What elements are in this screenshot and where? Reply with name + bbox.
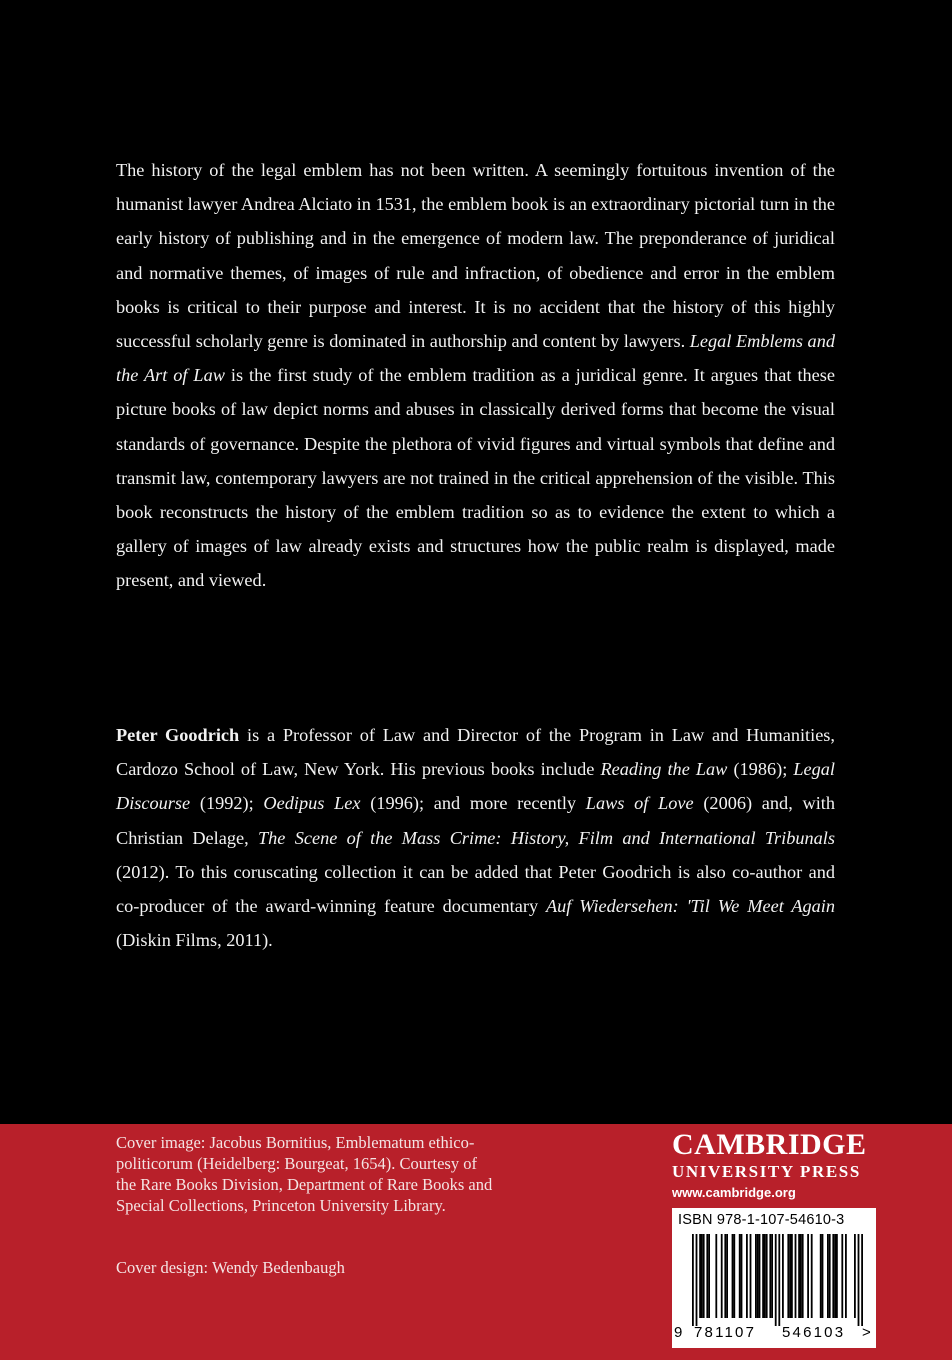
barcode-bars (686, 1234, 866, 1326)
barcode-bar (696, 1234, 698, 1326)
blurb-text-1: The history of the legal emblem has not been written. A seemingly fortuitous invention of the humanist lawyer Andrea Alciato in 1531, the emblem book is an extraordinary pictorial turn in the early history of publishing and in the emergence of modern law. The preponderance of juridical and normative themes, of images of rule and infraction, of obedience and error in the emblem books is critical to their purpose and interest. It is no accident that the history of this highly successful scholarly genre is dominated in authorship and content by lawyers. (116, 160, 835, 352)
barcode-bar (802, 1234, 804, 1318)
barcode-bar (771, 1234, 773, 1318)
barcode-bar (795, 1234, 797, 1318)
barcode-bar (829, 1234, 831, 1318)
barcode-bar (800, 1234, 802, 1318)
publisher-subname: UNIVERSITY PRESS (672, 1162, 861, 1181)
barcode-bar (701, 1234, 703, 1318)
barcode-bar (755, 1234, 757, 1318)
barcode-bar (782, 1234, 784, 1318)
barcode-bar (807, 1234, 809, 1318)
bio-text: (1986); (727, 759, 794, 780)
barcode-bar (733, 1234, 735, 1318)
bio-book-title: The Scene of the Mass Crime: History, Film and International Tribunals (257, 827, 835, 848)
isbn-label: ISBN 978-1-107-54610-3 (678, 1212, 845, 1228)
barcode-bar (750, 1234, 752, 1318)
barcode-bar (811, 1234, 813, 1318)
barcode-bar (746, 1234, 748, 1318)
barcode-bar (841, 1234, 843, 1318)
barcode-bar (764, 1234, 766, 1318)
barcode-bar (791, 1234, 793, 1318)
isbn-barcode (672, 1208, 876, 1348)
barcode-bar (692, 1234, 694, 1326)
barcode-bar (703, 1234, 705, 1318)
blurb-text-2: is the first study of the emblem tradition as a juridical genre. It argues that these picture books of law depict norms and abuses in classically derived forms that become the visual standards of governance. Despite the plethora of vivid figures and virtual symbols that define and transmit law, contemporary lawyers are not trained in the critical apprehension of the visible. This book reconstructs the history of the emblem tradition so as to evidence the extent to which a gallery of images of law already exists and structures how the public realm is displayed, made present, and viewed. (116, 365, 836, 591)
barcode-bar (699, 1234, 701, 1318)
author-name: Peter Goodrich (116, 725, 240, 745)
barcode-bar (834, 1234, 836, 1318)
barcode-bar (708, 1234, 710, 1318)
bio-book-title: Legal Discourse (116, 759, 836, 814)
publisher-logo (672, 1129, 878, 1201)
barcode-bar (715, 1234, 717, 1318)
barcode-bar (820, 1234, 822, 1318)
cover-design-credit: Cover design: Wendy Bedenbaugh (116, 1258, 345, 1277)
bio-text: (1996); and more recently (360, 793, 586, 814)
barcode-bar (726, 1234, 728, 1318)
barcode-bar (854, 1234, 856, 1318)
barcode-bar (766, 1234, 768, 1318)
book-title: Legal Emblems and the Art of Law (116, 331, 835, 386)
barcode-bar (762, 1234, 764, 1318)
barcode-bar (789, 1234, 791, 1318)
bio-book-title: Reading the Law (600, 759, 728, 780)
barcode-bar (836, 1234, 838, 1318)
barcode-bar (721, 1234, 723, 1318)
barcode-bar (706, 1234, 708, 1318)
barcode-digit-first: 9 (674, 1324, 683, 1341)
cover-image-credit: Cover image: Jacobus Bornitius, Emblematum ethico-politicorum (Heidelberg: Bourgeat, 1654). Courtesy of the Rare Books Division, Department of Rare Books and Special Collections, Princeton University Library. (116, 1133, 493, 1215)
barcode-bar (827, 1234, 829, 1318)
bio-text: (Diskin Films, 2011). (116, 930, 273, 951)
blurb-paragraph (116, 153, 835, 598)
bio-text: is a Professor of Law and Director of the Program in Law and Humanities, Cardozo School of Law, New York. His previous books include (116, 725, 835, 780)
barcode-bar (724, 1234, 726, 1318)
bio-book-title: Laws of Love (585, 793, 694, 814)
barcode-bar (858, 1234, 860, 1326)
barcode-bar (778, 1234, 780, 1326)
bio-film-title: Auf Wiedersehen: 'Til We Meet Again (545, 896, 835, 917)
publisher-name: CAMBRIDGE (672, 1128, 867, 1161)
barcode-quiet-mark: > (862, 1324, 871, 1341)
bio-text: (1992); (190, 793, 264, 814)
bio-book-title: Oedipus Lex (263, 793, 361, 814)
barcode-bar (775, 1234, 777, 1326)
barcode-bar (845, 1234, 847, 1318)
publisher-url: www.cambridge.org (672, 1185, 796, 1200)
barcode-bar (861, 1234, 863, 1326)
bio-text: (2012). To this coruscating collection it can be added that Peter Goodrich is also co-author and co-producer of the award-winning feature documentary (116, 861, 835, 917)
barcode-digits-left: 781107 (694, 1324, 757, 1341)
bio-text: (2006) and, with Christian Delage, (116, 793, 835, 848)
barcode-bar (798, 1234, 800, 1318)
barcode-bar (741, 1234, 743, 1318)
barcode-bar (787, 1234, 789, 1318)
author-bio (116, 718, 835, 957)
barcode-bar (757, 1234, 759, 1318)
barcode-digits-right: 546103 (782, 1324, 846, 1341)
barcode-bar (822, 1234, 824, 1318)
barcode-bar (832, 1234, 834, 1318)
barcode-bar (769, 1234, 771, 1318)
barcode-bar (732, 1234, 734, 1318)
barcode-bar (739, 1234, 741, 1318)
barcode-bar (759, 1234, 761, 1318)
